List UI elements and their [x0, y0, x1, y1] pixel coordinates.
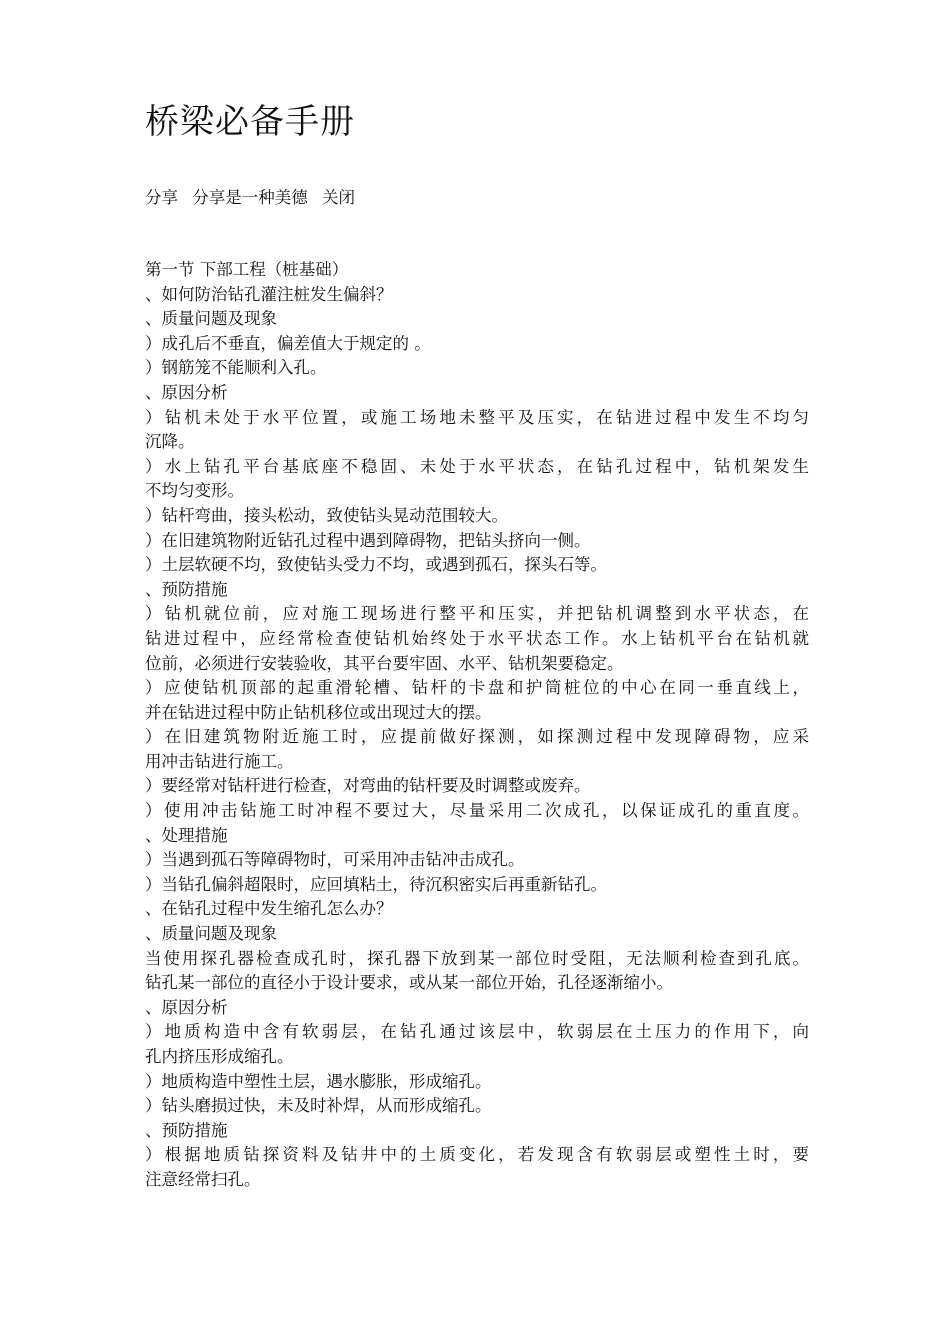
text-line: 、预防措施 [145, 1120, 228, 1140]
text-line: ）根据地质钻探资料及钻井中的土质变化，若发现含有软弱层或塑性土时，要 [145, 1145, 809, 1165]
text-line: ）水上钻孔平台基底座不稳固、未处于水平状态，在钻孔过程中，钻机架发生 [145, 456, 809, 476]
text-line: ）土层软硬不均，致使钻头受力不均，或遇到孤石，探头石等。 [145, 555, 607, 575]
text-line: 沉降。 [145, 432, 195, 452]
text-line: 孔内挤压形成缩孔。 [145, 1047, 294, 1066]
text-line: ）钻机就位前，应对施工现场进行整平和压实，并把钻机调整到水平状态，在 [145, 604, 809, 624]
text-line: 不均匀变形。 [145, 481, 244, 501]
text-line: 、质量问题及现象 [145, 924, 277, 944]
text-line: 当使用探孔器检查成孔时，探孔器下放到某一部位时受阻，无法顺利检查到孔底。 [145, 948, 809, 968]
text-line: 位前，必须进行安装验收，其平台要牢固、水平、钻机架要稳定。 [145, 653, 624, 673]
text-line: 、在钻孔过程中发生缩孔怎么办？ [145, 899, 393, 919]
share-bar [145, 186, 364, 210]
text-line: 、处理措施 [145, 825, 228, 845]
text-line: 、预防措施 [145, 579, 228, 599]
text-line: ）钻机未处于水平位置，或施工场地未整平及压实，在钻进过程中发生不均匀 [145, 407, 809, 427]
text-line: ）使用冲击钻施工时冲程不要过大，尽量采用二次成孔，以保证成孔的重直度。 [145, 801, 809, 821]
text-line: ）钻杆弯曲，接头松动，致使钻头晃动范围较大。 [145, 505, 508, 525]
text-line: ）当遇到孤石等障碍物时，可采用冲击钻冲击成孔。 [145, 850, 525, 870]
text-line: 、原因分析 [145, 382, 228, 402]
text-line: ）当钻孔偏斜超限时，应回填粘土，待沉积密实后再重新钻孔。 [145, 874, 607, 894]
text-line: 、原因分析 [145, 997, 228, 1017]
text-line: 、质量问题及现象 [145, 309, 277, 329]
text-line: 第一节 下部工程（桩基础） [145, 260, 349, 279]
text-line: ）成孔后不垂直，偏差值大于规定的 。 [145, 333, 431, 353]
text-line: 注意经常扫孔。 [145, 1169, 261, 1189]
text-line: 用冲击钻进行施工。 [145, 751, 294, 771]
text-line: 钻进过程中，应经常检查使钻机始终处于水平状态工作。水上钻机平台在钻机就 [145, 628, 809, 648]
document-title: 桥梁必备手册 [145, 102, 355, 142]
text-line: ）在旧建筑物附近施工时，应提前做好探测，如探测过程中发现障碍物，应采 [145, 727, 809, 747]
text-line: ）应使钻机顶部的起重滑轮槽、钻杆的卡盘和护筒桩位的中心在同一垂直线上， [145, 678, 809, 698]
text-line: ）地质构造中含有软弱层，在钻孔通过该层中，软弱层在土压力的作用下，向 [145, 1022, 809, 1042]
text-line: 并在钻进过程中防止钻机移位或出现过大的摆。 [145, 702, 492, 722]
text-line: 钻孔某一部位的直径小于设计要求，或从某一部位开始，孔径逐渐缩小。 [145, 973, 673, 993]
text-line: ）要经常对钻杆进行检查，对弯曲的钻杆要及时调整或废弃。 [145, 776, 591, 796]
text-line: ）钢筋笼不能顺利入孔。 [145, 358, 327, 378]
text-line: ）在旧建筑物附近钻孔过程中遇到障碍物，把钻头挤向一侧。 [145, 530, 591, 550]
share-link[interactable]: 分享 [145, 188, 178, 207]
document-body [145, 258, 809, 1193]
close-link[interactable]: 关闭 [322, 188, 355, 207]
text-line: ）地质构造中塑性土层，遇水膨胀，形成缩孔。 [145, 1071, 492, 1091]
text-line: 、如何防治钻孔灌注桩发生偏斜？ [145, 284, 393, 304]
share-motto: 分享是一种美德 [192, 188, 308, 207]
text-line: ）钻头磨损过快，未及时补焊，从而形成缩孔。 [145, 1096, 492, 1116]
